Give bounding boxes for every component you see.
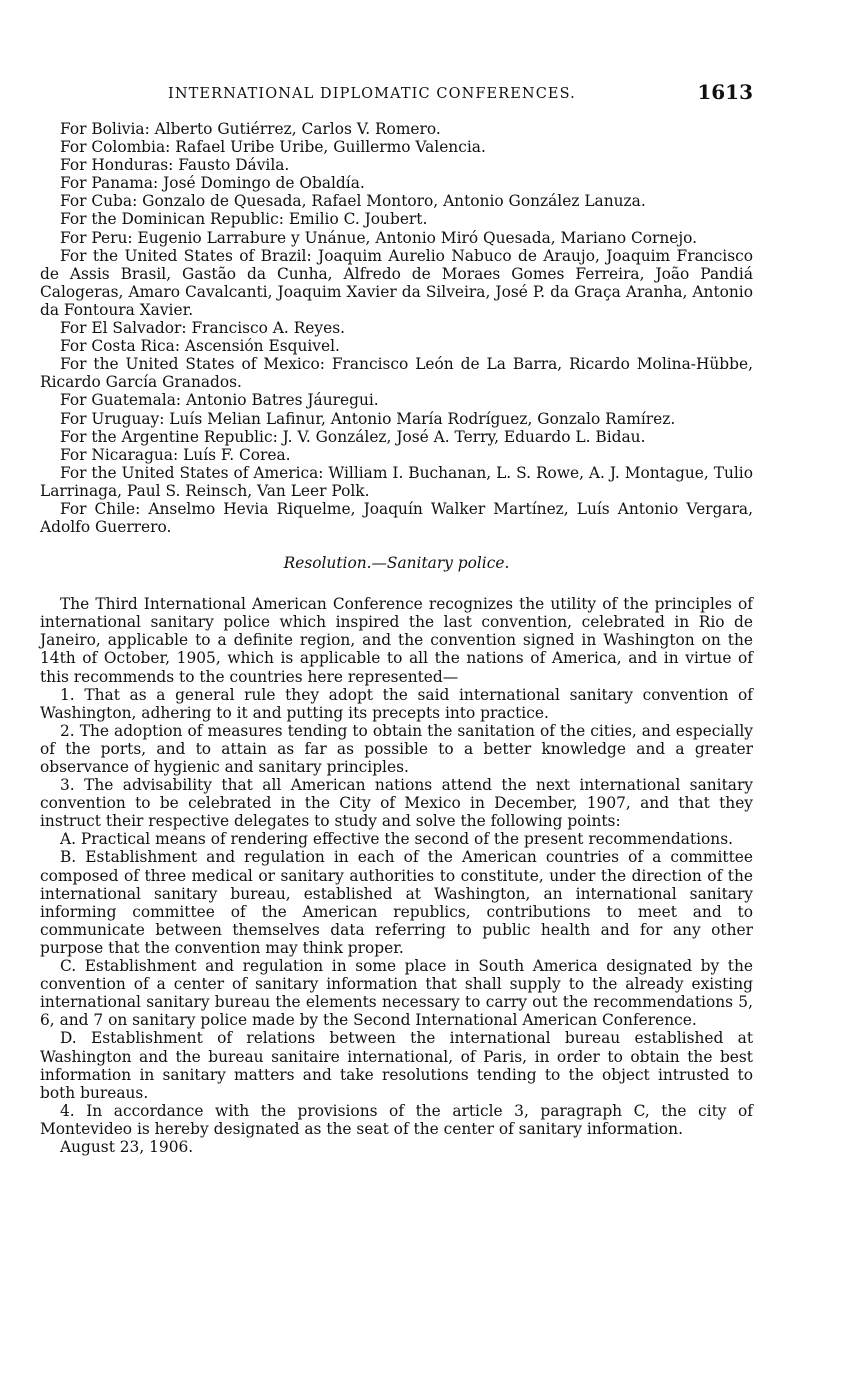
- delegation-entry: For Panama: José Domingo de Obaldía.: [60, 174, 365, 193]
- delegation-entry: For Colombia: Rafael Uribe Uribe, Guillermo Valencia.: [60, 138, 486, 157]
- delegation-entry: For El Salvador: Francisco A. Reyes.: [60, 319, 345, 338]
- delegation-entry: For Costa Rica: Ascensión Esquivel.: [60, 337, 340, 356]
- resolution-intro: The Third International American Conference recognizes the utility of the principles of international sanitary police which inspired the last convention, celebrated in Rio de Janeiro, applicable to a definite region, and the convention signed in Washington on the 14th of October, 1905, which is applicable to all the nations of America, and in virtue of this recommends to the countries here represented—: [40, 595, 753, 686]
- delegation-entry: For the United States of Brazil: Joaquim Aurelio Nabuco de Araujo, Joaquim Francisco de Assis Brasil, Gastão da Cunha, Alfredo de Moraes Gomes Ferreira, João Pandiá Calogeras, Amaro Cavalcanti, Joaquim Xavier da Silveira, José P. da Graça Aranha, Antonio da Fontoura Xavier.: [40, 246, 753, 319]
- delegation-entry: For Nicaragua: Luís F. Corea.: [60, 445, 291, 464]
- delegation-entry: For Cuba: Gonzalo de Quesada, Rafael Montoro, Antonio González Lanuza.: [60, 192, 646, 211]
- delegation-entry: For the Dominican Republic: Emilio C. Joubert.: [60, 210, 428, 229]
- resolution-body: [40, 595, 753, 1156]
- delegation-entry: For Bolivia: Alberto Gutiérrez, Carlos V. Romero.: [60, 120, 441, 138]
- delegation-entry: For the Argentine Republic: J. V. González, José A. Terry, Eduardo L. Bidau.: [60, 427, 646, 446]
- resolution-item-3: 3. The advisability that all American nations attend the next international sanitary convention to be celebrated in the City of Mexico in December, 1907, and that they instruct their respective delegates to study and solve the following points:: [40, 776, 753, 831]
- document-page: [40, 78, 753, 1156]
- resolution-item-2: 2. The adoption of measures tending to obtain the sanitation of the cities, and especially of the ports, and to attain as far as possible to a better knowledge and a greater observance of hygienic and sanitary principles.: [40, 721, 753, 776]
- resolution-subitem-b: B. Establishment and regulation in each of the American countries of a committee composed of three medical or sanitary authorities to constitute, under the direction of the international sanitary bureau, established at Washington, an international sanitary informing committee of the American republics, contributions to meet and to communicate between themselves data referring to public health and for any other purpose that the convention may think proper.: [40, 848, 753, 957]
- resolution-subitem-a: A. Practical means of rendering effective the second of the present recommendations.: [60, 830, 733, 849]
- running-title: INTERNATIONAL DIPLOMATIC CONFERENCES.: [168, 86, 576, 102]
- resolution-subitem-d: D. Establishment of relations between the international bureau established at Washington and the bureau sanitaire international, of Paris, in order to obtain the best information in sanitary matters and take resolutions tending to the object intrusted to both bureaus.: [40, 1029, 753, 1102]
- delegation-entry: For Chile: Anselmo Hevia Riquelme, Joaquín Walker Martínez, Luís Antonio Vergara, Adolfo Guerrero.: [40, 499, 753, 537]
- resolution-item-1: 1. That as a general rule they adopt the said international sanitary convention of Washington, adhering to it and putting its precepts into practice.: [40, 685, 753, 722]
- resolution-subitem-c: C. Establishment and regulation in some place in South America designated by the convention of a center of sanitary information that shall supply to the already existing international sanitary bureau the elements necessary to carry out the recommendations 5, 6, and 7 on sanitary police made by the Second International American Conference.: [40, 957, 753, 1030]
- page-number: 1613: [697, 80, 753, 104]
- delegation-list: [40, 120, 753, 536]
- page-header: [40, 78, 753, 110]
- delegation-entry: For Uruguay: Luís Melian Lafinur, Antonio María Rodríguez, Gonzalo Ramírez.: [60, 409, 676, 428]
- delegation-entry: For the United States of America: William I. Buchanan, L. S. Rowe, A. J. Montague, Tulio Larrinaga, Paul S. Reinsch, Van Leer Polk.: [40, 463, 753, 500]
- delegation-entry: For Honduras: Fausto Dávila.: [60, 156, 290, 175]
- resolution-item-4: 4. In accordance with the provisions of the article 3, paragraph C, the city of Montevideo is hereby designated as the seat of the center of sanitary information.: [40, 1101, 753, 1138]
- delegation-entry: For Guatemala: Antonio Batres Jáuregui.: [60, 391, 379, 410]
- delegation-entry: For Peru: Eugenio Larrabure y Unánue, Antonio Miró Quesada, Mariano Cornejo.: [60, 228, 698, 247]
- resolution-date: August 23, 1906.: [60, 1137, 194, 1156]
- resolution-title: Resolution.—Sanitary police.: [283, 554, 510, 573]
- delegation-entry: For the United States of Mexico: Francisco León de La Barra, Ricardo Molina-Hübbe, Ricardo García Granados.: [40, 355, 753, 392]
